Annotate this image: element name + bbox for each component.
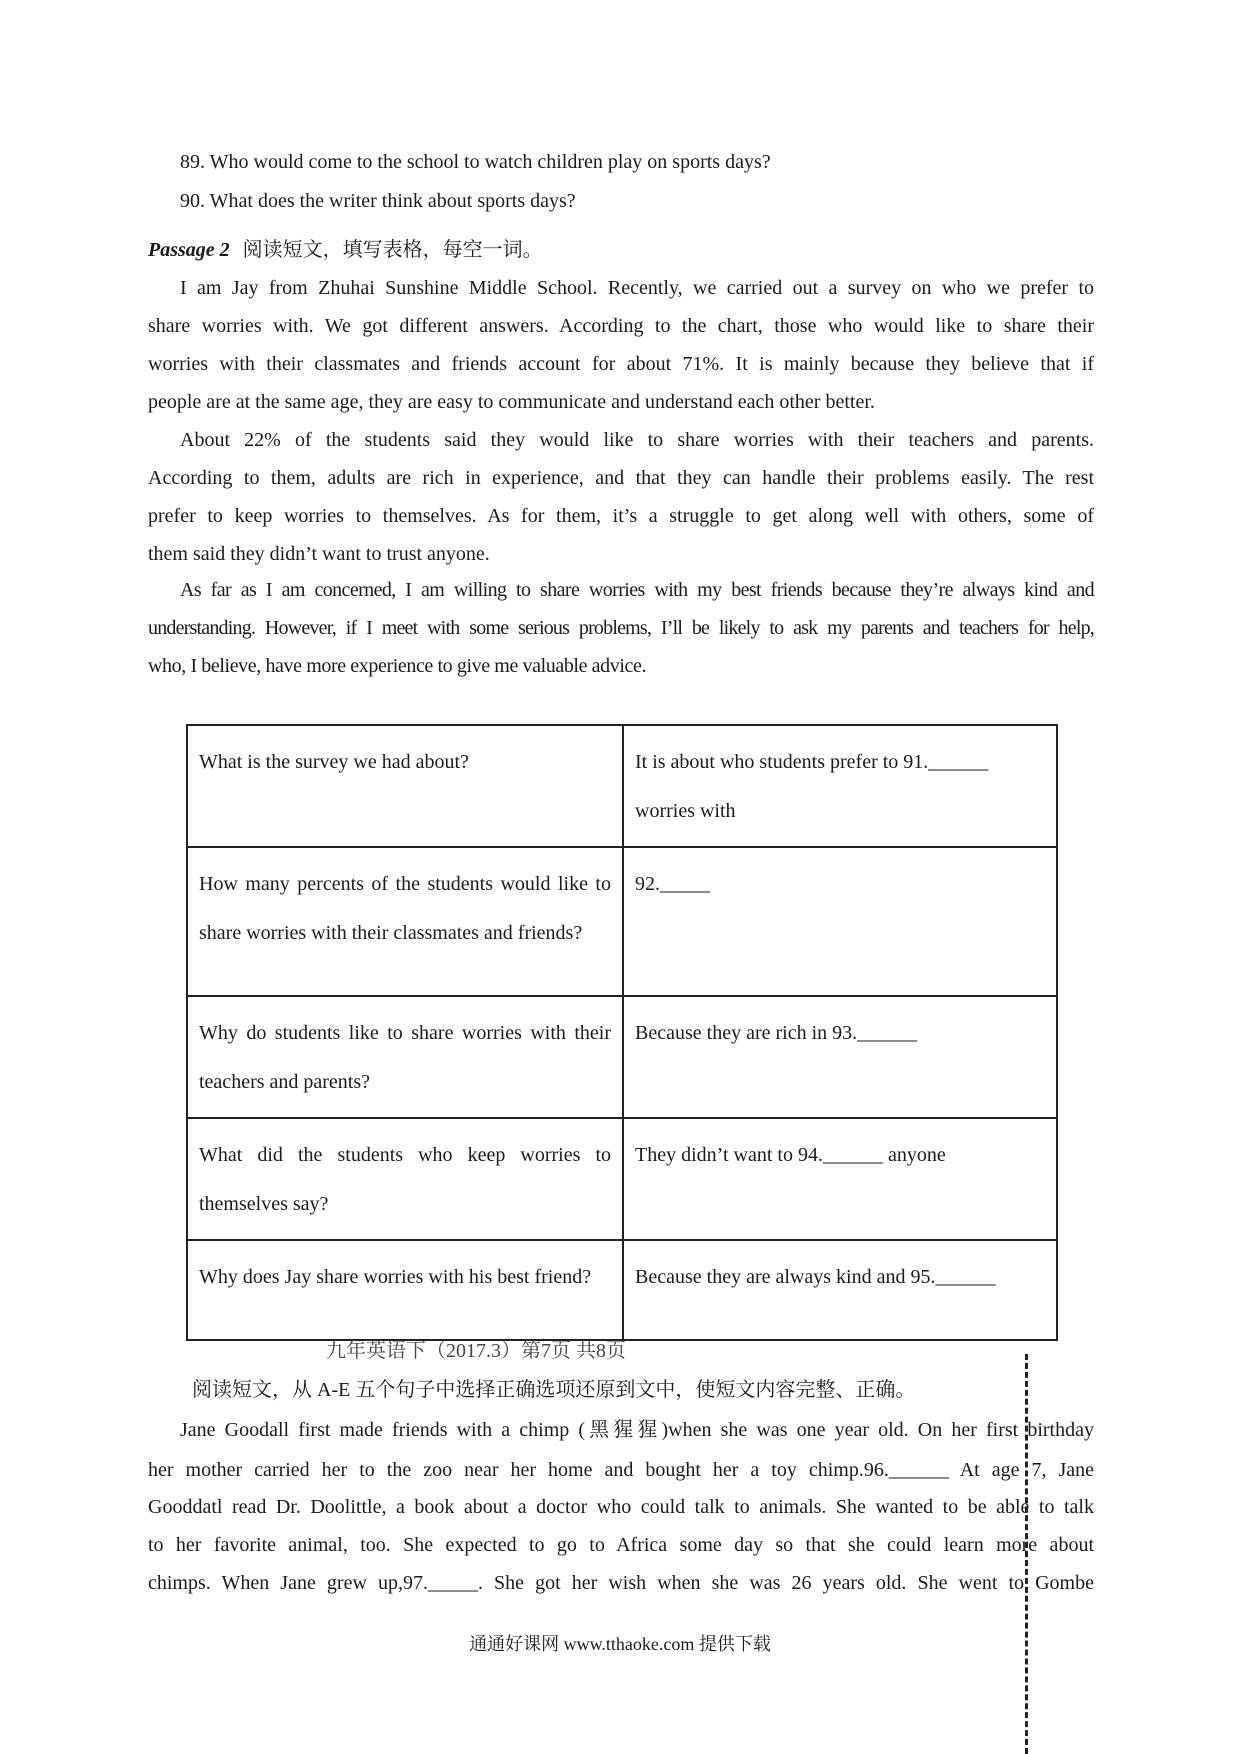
table-row — [187, 725, 1057, 847]
question-89: 89. Who would come to the school to watch children play on sports days? — [180, 151, 771, 173]
passage-3-line: chimps. When Jane grew up,97._____. She got her wish when she was 26 years old. She went to Gombe — [148, 1572, 1094, 1594]
passage-2-label: Passage 2 — [148, 239, 230, 261]
table-question: Why do students like to share worries with their teachers and parents? — [187, 996, 623, 1118]
survey-table — [186, 724, 1058, 1341]
table-row — [187, 996, 1057, 1118]
passage-2-line: I am Jay from Zhuhai Sunshine Middle School. Recently, we carried out a survey on who we prefer to — [180, 277, 1094, 299]
passage-2-line: who, I believe, have more experience to give me valuable advice. — [148, 655, 647, 677]
table-row — [187, 1118, 1057, 1240]
passage-3-line: Gooddatl read Dr. Doolittle, a book about a doctor who could talk to animals. She wanted to be able to talk — [148, 1496, 1094, 1518]
passage-2-line: understanding. However, if I meet with some serious problems, I’ll be likely to ask my parents and teachers for help, — [148, 617, 1094, 639]
table-answer: 92._____ — [623, 847, 1057, 996]
cutoff-page-header: 九年英语下（2017.3）第7页 共8页 — [326, 1340, 626, 1362]
table-answer: Because they are always kind and 95.______ — [623, 1240, 1057, 1340]
dashed-cut-line — [1025, 1354, 1028, 1754]
passage-2-line: According to them, adults are rich in experience, and that they can handle their problems easily. The rest — [148, 467, 1094, 489]
passage-3-line: to her favorite animal, too. She expected to go to Africa some day so that she could learn more about — [148, 1534, 1094, 1556]
passage-2-line: prefer to keep worries to themselves. As for them, it’s a struggle to get along well with others, some of — [148, 505, 1094, 527]
table-question: Why does Jay share worries with his best friend? — [187, 1240, 623, 1340]
table-question: What is the survey we had about? — [187, 725, 623, 847]
table-row — [187, 1240, 1057, 1340]
passage-2-line: share worries with. We got different answers. According to the chart, those who would like to share their — [148, 315, 1094, 337]
question-90: 90. What does the writer think about sports days? — [180, 190, 576, 212]
passage-3-instruction: 阅读短文，从 A-E 五个句子中选择正确选项还原到文中，使短文内容完整、正确。 — [192, 1379, 916, 1401]
passage-2-instruction: 阅读短文，填写表格，每空一词。 — [242, 239, 543, 261]
passage-2-line: About 22% of the students said they would like to share worries with their teachers and parents. — [180, 429, 1094, 451]
table-answer: It is about who students prefer to 91.______ worries with — [623, 725, 1057, 847]
table-row — [187, 847, 1057, 996]
table-question: How many percents of the students would like to share worries with their classmates and friends? — [187, 847, 623, 996]
passage-2-header — [148, 240, 543, 260]
page-footer: 通通好课网 www.tthaoke.com 提供下载 — [469, 1634, 771, 1654]
passage-2-line: them said they didn’t want to trust anyone. — [148, 543, 490, 565]
table-answer: Because they are rich in 93.______ — [623, 996, 1057, 1118]
passage-2-line: people are at the same age, they are easy to communicate and understand each other better. — [148, 391, 875, 413]
passage-3-line: her mother carried her to the zoo near her home and bought her a toy chimp.96.______ At age 7, Jane — [148, 1459, 1094, 1481]
passage-3-line: Jane Goodall first made friends with a chimp (黑猩猩)when she was one year old. On her first birthday — [180, 1419, 1094, 1441]
passage-2-line: As far as I am concerned, I am willing to share worries with my best friends because they’re always kind and — [180, 579, 1094, 601]
table-question: What did the students who keep worries to themselves say? — [187, 1118, 623, 1240]
passage-2-line: worries with their classmates and friends account for about 71%. It is mainly because they believe that if — [148, 353, 1094, 375]
table-answer: They didn’t want to 94.______ anyone — [623, 1118, 1057, 1240]
